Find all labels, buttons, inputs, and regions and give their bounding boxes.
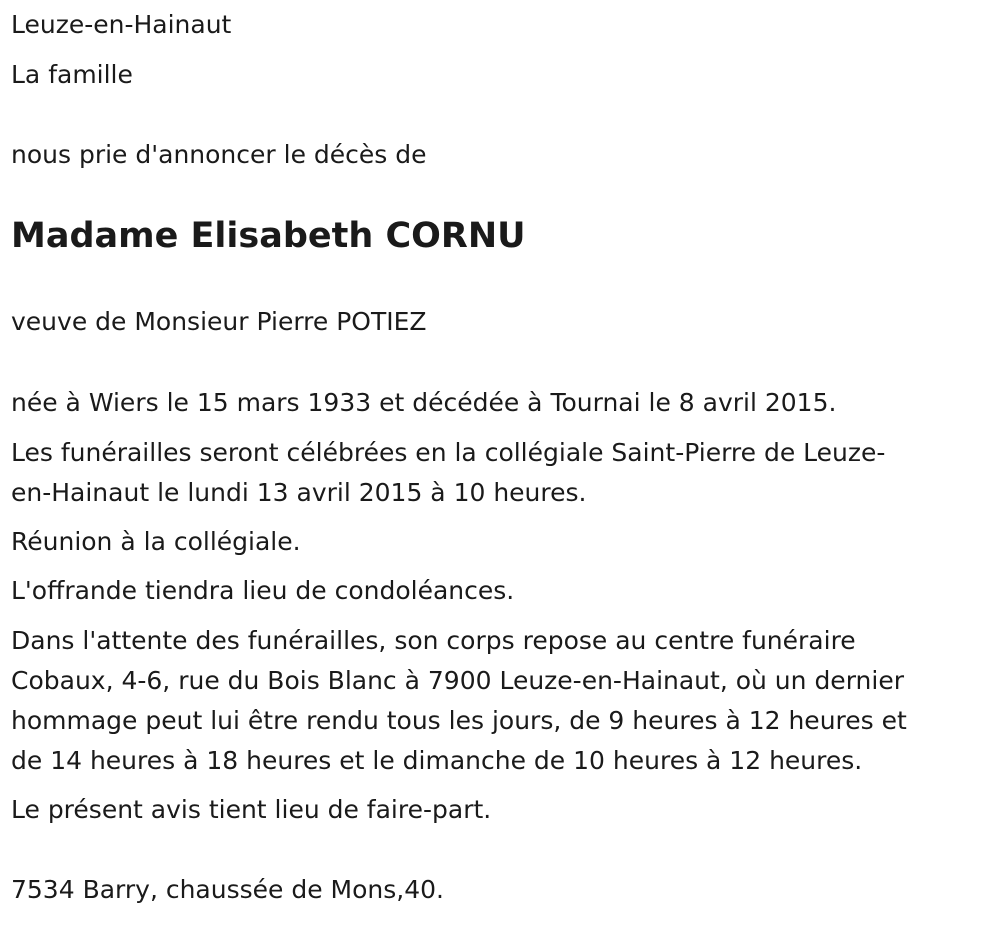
faire-part-line: Le présent avis tient lieu de faire-part. (11, 795, 492, 824)
viewing-details-line-4: de 14 heures à 18 heures et le dimanche de 10 heures à 12 heures. (11, 746, 863, 775)
funeral-details-line-1: Les funérailles seront célébrées en la collégiale Saint-Pierre de Leuze- (11, 438, 886, 467)
notice-place: Leuze-en-Hainaut (11, 10, 232, 39)
funeral-details-line-2: en-Hainaut le lundi 13 avril 2015 à 10 heures. (11, 478, 587, 507)
spouse-line: veuve de Monsieur Pierre POTIEZ (11, 307, 427, 336)
notice-family: La famille (11, 60, 133, 89)
address-line: 7534 Barry, chaussée de Mons,40. (11, 875, 444, 904)
viewing-details-line-2: Cobaux, 4-6, rue du Bois Blanc à 7900 Leuze-en-Hainaut, où un dernier (11, 666, 904, 695)
birth-death-line: née à Wiers le 15 mars 1933 et décédée à Tournai le 8 avril 2015. (11, 388, 837, 417)
meeting-line: Réunion à la collégiale. (11, 527, 301, 556)
notice-announce: nous prie d'annoncer le décès de (11, 140, 427, 169)
offering-line: L'offrande tiendra lieu de condoléances. (11, 576, 515, 605)
viewing-details-line-3: hommage peut lui être rendu tous les jours, de 9 heures à 12 heures et (11, 706, 907, 735)
deceased-name: Madame Elisabeth CORNU (11, 216, 526, 256)
viewing-details-line-1: Dans l'attente des funérailles, son corps repose au centre funéraire (11, 626, 856, 655)
